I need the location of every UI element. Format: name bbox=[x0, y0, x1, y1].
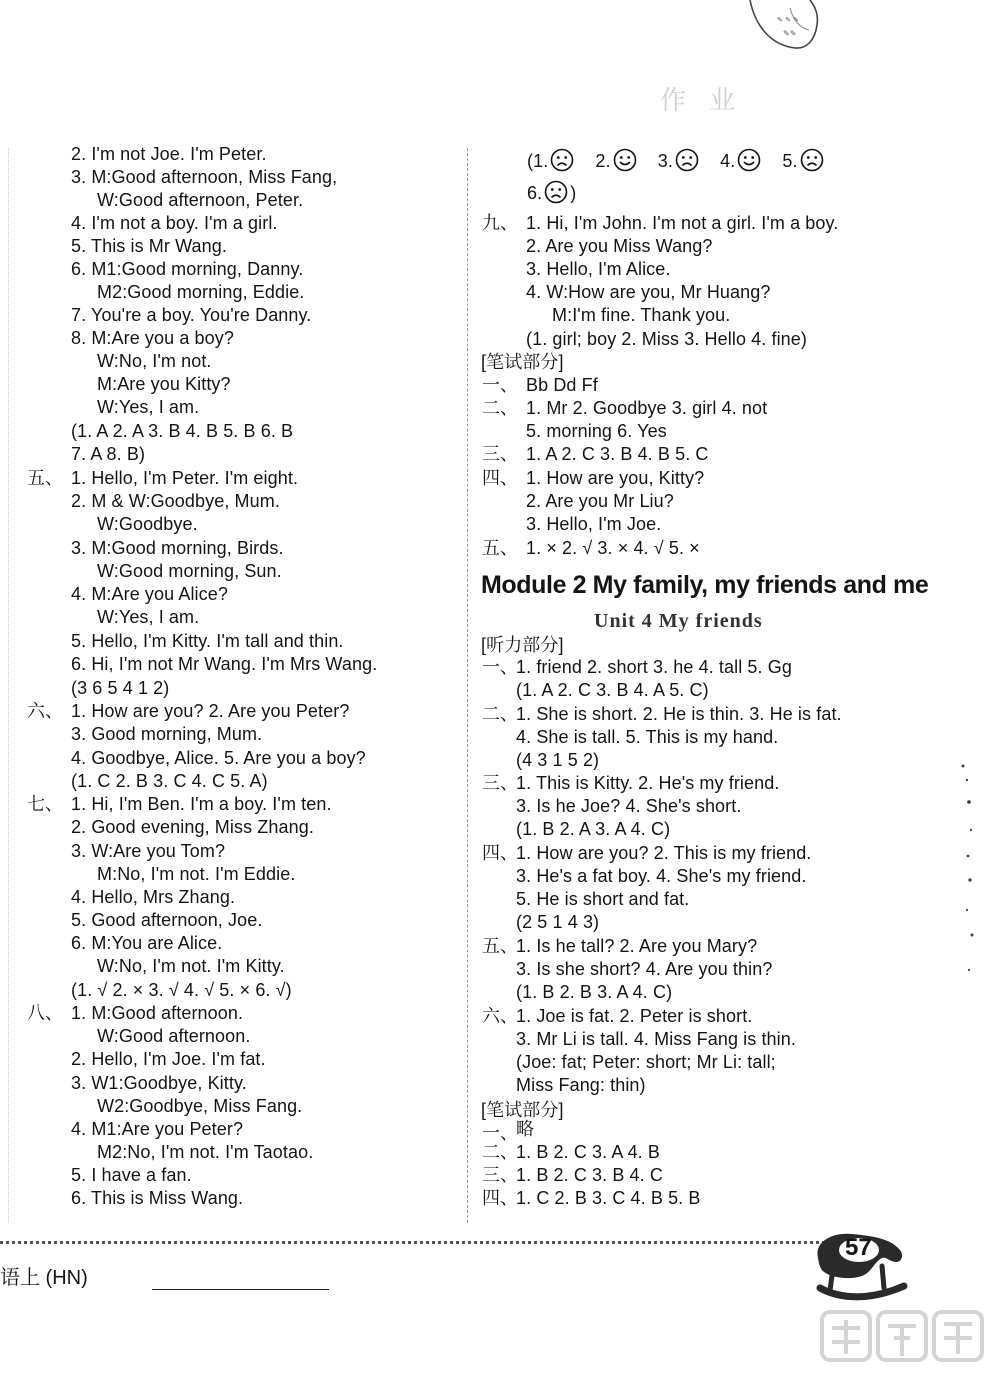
answer-line: 3. W1:Goodbye, Kitty. bbox=[71, 1073, 247, 1093]
section-label: 四、 bbox=[482, 843, 518, 863]
answer-line: 1. B 2. C 3. A 4. B bbox=[516, 1142, 660, 1162]
answer-line: W:Good afternoon, Peter. bbox=[97, 190, 304, 210]
section-label: 八、 bbox=[27, 1003, 63, 1023]
answer-line: 4. She is tall. 5. This is my hand. bbox=[516, 727, 779, 747]
answer-line: 3. Mr Li is tall. 4. Miss Fang is thin. bbox=[516, 1029, 796, 1049]
faces-label: 3. bbox=[657, 151, 673, 171]
answer-line: 1. Mr 2. Goodbye 3. girl 4. not bbox=[526, 398, 768, 418]
section-label: 三、 bbox=[482, 444, 518, 464]
answer-line: 1. Hi, I'm Ben. I'm a boy. I'm ten. bbox=[71, 794, 332, 814]
answer-key-line: (2 5 1 4 3) bbox=[516, 912, 600, 932]
section-label: 九、 bbox=[482, 213, 518, 233]
answer-line: 6. This is Miss Wang. bbox=[71, 1188, 244, 1208]
answer-key-line: (1. A 2. A 3. B 4. B 5. B 6. B bbox=[71, 421, 294, 441]
answer-line: Bb Dd Ff bbox=[526, 375, 598, 395]
answer-line: 1. M:Good afternoon. bbox=[71, 1003, 244, 1023]
section-label: 五、 bbox=[482, 538, 518, 558]
faces-label: ) bbox=[570, 183, 577, 203]
answer-line: 3. W:Are you Tom? bbox=[71, 841, 226, 861]
answer-line: 3. Is he Joe? 4. She's short. bbox=[516, 796, 742, 816]
section-label: 一、 bbox=[482, 375, 518, 395]
answer-line: 3. Hello, I'm Alice. bbox=[526, 259, 671, 279]
answer-key-line: (1. B 2. B 3. A 4. C) bbox=[516, 982, 673, 1002]
smile-face-icon bbox=[613, 148, 637, 177]
faces-label: (1. bbox=[527, 151, 549, 171]
answer-line: 2. Are you Mr Liu? bbox=[526, 491, 674, 511]
answer-line: 3. Hello, I'm Joe. bbox=[526, 514, 662, 534]
answer-line: 1. How are you, Kitty? bbox=[526, 468, 705, 488]
answer-line: W:Yes, I am. bbox=[97, 607, 200, 627]
answer-line: 1. How are you? 2. This is my friend. bbox=[516, 843, 812, 863]
answer-line: M:I'm fine. Thank you. bbox=[552, 305, 731, 325]
answer-line: 1. Is he tall? 2. Are you Mary? bbox=[516, 936, 758, 956]
faces-answer-line bbox=[527, 180, 576, 209]
answer-line: W:No, I'm not. I'm Kitty. bbox=[97, 956, 285, 976]
sad-face-icon bbox=[675, 148, 699, 177]
stamp-decoration-icon bbox=[735, 0, 825, 65]
answer-line: 6. M1:Good morning, Danny. bbox=[71, 259, 304, 279]
answer-line: 2. Hello, I'm Joe. I'm fat. bbox=[71, 1049, 266, 1069]
answer-line: 1. How are you? 2. Are you Peter? bbox=[71, 701, 350, 721]
answer-line: 5. Hello, I'm Kitty. I'm tall and thin. bbox=[71, 631, 344, 651]
answer-line: 略 bbox=[516, 1119, 535, 1139]
answer-line: 8. M:Are you a boy? bbox=[71, 328, 234, 348]
answer-line: 1. Joe is fat. 2. Peter is short. bbox=[516, 1006, 753, 1026]
faces-label: 6. bbox=[527, 183, 543, 203]
answer-line: 4. Goodbye, Alice. 5. Are you a boy? bbox=[71, 748, 366, 768]
answer-line: 4. I'm not a boy. I'm a girl. bbox=[71, 213, 278, 233]
answer-line: 3. Is she short? 4. Are you thin? bbox=[516, 959, 773, 979]
answer-key-line: (4 3 1 5 2) bbox=[516, 750, 600, 770]
answer-line: 2. Are you Miss Wang? bbox=[526, 236, 713, 256]
footer-blank-line bbox=[152, 1289, 329, 1290]
answer-line: 7. You're a boy. You're Danny. bbox=[71, 305, 312, 325]
answer-line: 4. M:Are you Alice? bbox=[71, 584, 228, 604]
answer-line: 3. Good morning, Mum. bbox=[71, 724, 263, 744]
answer-line: 6. Hi, I'm not Mr Wang. I'm Mrs Wang. bbox=[71, 654, 378, 674]
answer-line: 3. M:Good morning, Birds. bbox=[71, 538, 284, 558]
answer-line: 1. A 2. C 3. B 4. B 5. C bbox=[526, 444, 709, 464]
answer-line: 5. He is short and fat. bbox=[516, 889, 690, 909]
column-divider bbox=[467, 148, 468, 1223]
scan-specks bbox=[955, 760, 985, 995]
svg-text:✎ ✎ ✎: ✎ ✎ ✎ bbox=[777, 16, 800, 24]
part-heading: [听力部分] bbox=[481, 635, 564, 655]
answer-line: 1. Hello, I'm Peter. I'm eight. bbox=[71, 468, 299, 488]
answer-line: 4. W:How are you, Mr Huang? bbox=[526, 282, 771, 302]
part-heading: [笔试部分] bbox=[481, 1100, 564, 1120]
answer-line: 4. Hello, Mrs Zhang. bbox=[71, 887, 236, 907]
answer-line: 5. I have a fan. bbox=[71, 1165, 192, 1185]
answer-line: W:Good morning, Sun. bbox=[97, 561, 282, 581]
answer-key-line: (1. girl; boy 2. Miss 3. Hello 4. fine) bbox=[526, 329, 808, 349]
answer-line: 2. I'm not Joe. I'm Peter. bbox=[71, 144, 267, 164]
answer-line: 1. This is Kitty. 2. He's my friend. bbox=[516, 773, 780, 793]
section-label: 三、 bbox=[482, 773, 518, 793]
faces-answer-line bbox=[527, 148, 826, 177]
answer-line: 1. She is short. 2. He is thin. 3. He is fat. bbox=[516, 704, 842, 724]
smile-face-icon bbox=[737, 148, 761, 177]
section-label: 五、 bbox=[482, 936, 518, 956]
unit-title: Unit 4 My friends bbox=[594, 610, 763, 632]
answer-line: 3. He's a fat boy. 4. She's my friend. bbox=[516, 866, 807, 886]
answer-key-line: (1. B 2. A 3. A 4. C) bbox=[516, 819, 671, 839]
module-title: Module 2 My family, my friends and me bbox=[481, 571, 929, 599]
answer-line: 5. morning 6. Yes bbox=[526, 421, 667, 441]
part-heading: [笔试部分] bbox=[481, 352, 564, 372]
watermark-logo-icon bbox=[820, 1308, 990, 1373]
answer-key-line: (1. √ 2. × 3. √ 4. √ 5. × 6. √) bbox=[71, 980, 292, 1000]
answer-line: 3. M:Good afternoon, Miss Fang, bbox=[71, 167, 338, 187]
answer-line: M:Are you Kitty? bbox=[97, 374, 231, 394]
svg-text:✎✎: ✎✎ bbox=[783, 29, 797, 38]
section-label: 四、 bbox=[482, 1188, 518, 1208]
footer-book-label: 语上 (HN) bbox=[0, 1267, 88, 1289]
sad-face-icon bbox=[544, 180, 568, 209]
answer-line: 1. C 2. B 3. C 4. B 5. B bbox=[516, 1188, 701, 1208]
answer-line: W2:Goodbye, Miss Fang. bbox=[97, 1096, 303, 1116]
answer-line: W:No, I'm not. bbox=[97, 351, 212, 371]
answer-line: 1. × 2. √ 3. × 4. √ 5. × bbox=[526, 538, 700, 558]
faces-label: 5. bbox=[782, 151, 798, 171]
answer-key-line: (1. A 2. C 3. B 4. A 5. C) bbox=[516, 680, 709, 700]
footer-rule bbox=[0, 1241, 825, 1244]
section-label: 一、 bbox=[482, 1123, 518, 1143]
answer-line: 2. Good evening, Miss Zhang. bbox=[71, 817, 314, 837]
section-label: 二、 bbox=[482, 704, 518, 724]
answer-line: W:Goodbye. bbox=[97, 514, 198, 534]
sad-face-icon bbox=[800, 148, 824, 177]
answer-line: W:Yes, I am. bbox=[97, 397, 200, 417]
answer-line: W:Good afternoon. bbox=[97, 1026, 251, 1046]
faded-header-text: 作 业 bbox=[660, 85, 744, 115]
answer-line: 4. M1:Are you Peter? bbox=[71, 1119, 244, 1139]
answer-line: 6. M:You are Alice. bbox=[71, 933, 223, 953]
answer-key-line: 7. A 8. B) bbox=[71, 444, 146, 464]
section-label: 七、 bbox=[27, 794, 63, 814]
answer-line: M2:Good morning, Eddie. bbox=[97, 282, 305, 302]
answer-line: 5. This is Mr Wang. bbox=[71, 236, 227, 256]
sad-face-icon bbox=[550, 148, 574, 177]
answer-key-line: (1. C 2. B 3. C 4. C 5. A) bbox=[71, 771, 268, 791]
faces-label: 2. bbox=[595, 151, 611, 171]
section-label: 五、 bbox=[27, 468, 63, 488]
section-label: 四、 bbox=[482, 468, 518, 488]
answer-line: Miss Fang: thin) bbox=[516, 1075, 646, 1095]
faces-label: 4. bbox=[720, 151, 736, 171]
section-label: 六、 bbox=[482, 1006, 518, 1026]
left-margin-rule bbox=[8, 148, 9, 1223]
answer-line: M2:No, I'm not. I'm Taotao. bbox=[97, 1142, 314, 1162]
answer-line: (Joe: fat; Peter: short; Mr Li: tall; bbox=[516, 1052, 776, 1072]
answer-line: M:No, I'm not. I'm Eddie. bbox=[97, 864, 296, 884]
section-label: 三、 bbox=[482, 1165, 518, 1185]
section-label: 一、 bbox=[482, 657, 518, 677]
section-label: 六、 bbox=[27, 701, 63, 721]
answer-line: 1. friend 2. short 3. he 4. tall 5. Gg bbox=[516, 657, 792, 677]
section-label: 二、 bbox=[482, 1142, 518, 1162]
answer-line: 2. M & W:Goodbye, Mum. bbox=[71, 491, 280, 511]
answer-key-line: (3 6 5 4 1 2) bbox=[71, 678, 170, 698]
section-label: 二、 bbox=[482, 398, 518, 418]
page-number: 57 bbox=[845, 1234, 872, 1261]
answer-line: 5. Good afternoon, Joe. bbox=[71, 910, 263, 930]
answer-line: 1. Hi, I'm John. I'm not a girl. I'm a boy. bbox=[526, 213, 839, 233]
answer-line: 1. B 2. C 3. B 4. C bbox=[516, 1165, 663, 1185]
